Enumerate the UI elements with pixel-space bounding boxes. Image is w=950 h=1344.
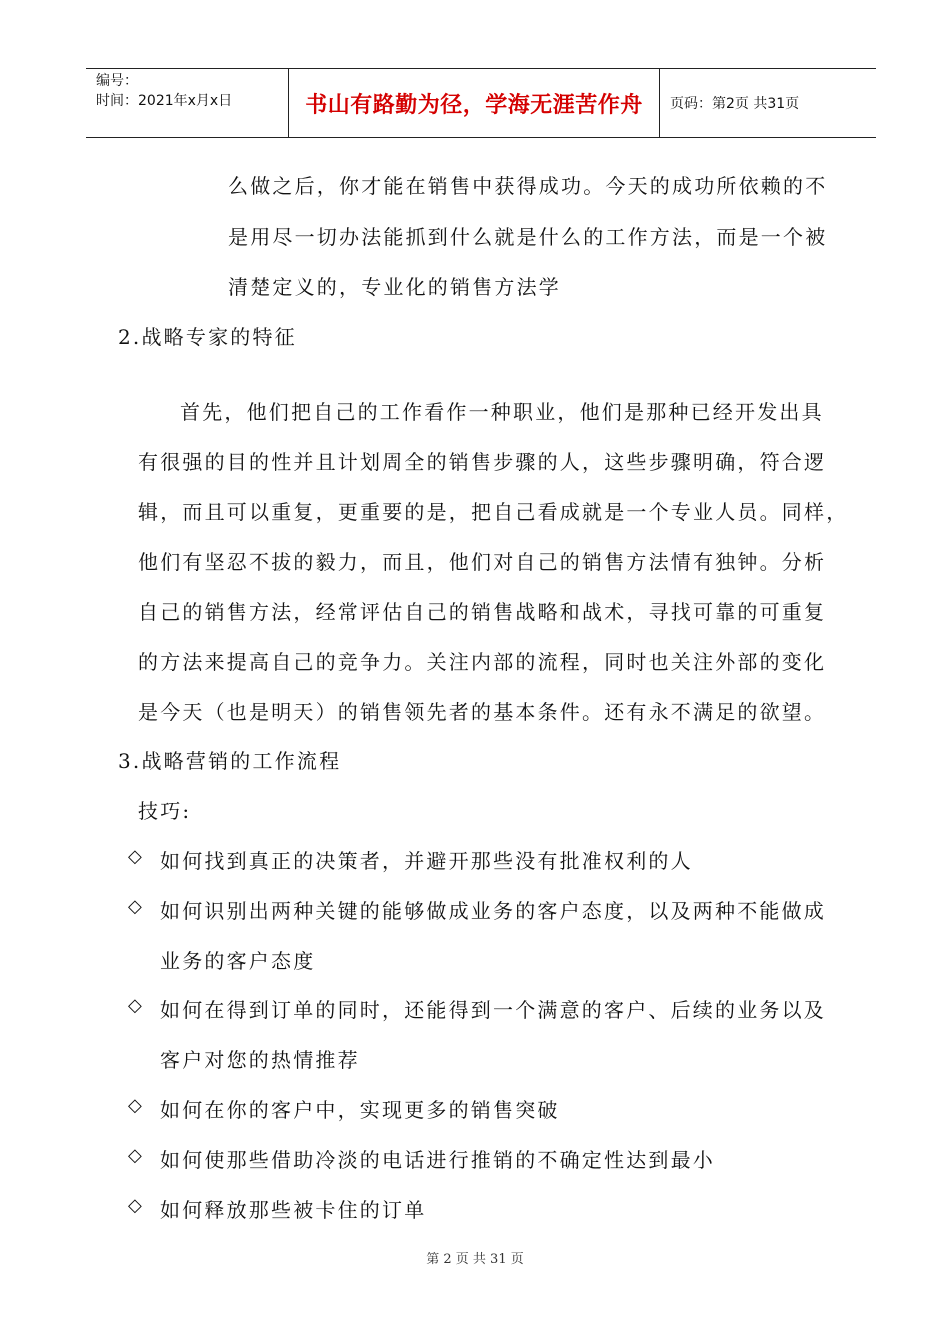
bullet-item: 如何使那些借助冷淡的电话进行推销的不确定性达到最小: [160, 1148, 715, 1172]
bullet-item-continuation: 客户对您的热情推荐: [160, 1048, 360, 1072]
header-page-info: 页码：第2页 共31页: [670, 96, 800, 112]
bullet-item: 如何释放那些被卡住的订单: [160, 1198, 427, 1222]
diamond-bullet-icon: ◇: [128, 846, 142, 867]
header-motto: 书山有路勤为径，学海无涯苦作舟: [305, 92, 643, 118]
diamond-bullet-icon: ◇: [128, 1145, 142, 1166]
diamond-bullet-icon: ◇: [128, 896, 142, 917]
diamond-bullet-icon: ◇: [128, 1195, 142, 1216]
paragraph-line: 他们有坚忍不拔的毅力，而且，他们对自己的销售方法情有独钟。分析: [138, 550, 827, 574]
paragraph-line: 么做之后，你才能在销售中获得成功。今天的成功所依赖的不: [228, 174, 828, 198]
page-footer: 第 2 页 共 31 页: [426, 1252, 524, 1267]
paragraph-line: 首先，他们把自己的工作看作一种职业，他们是那种已经开发出具: [180, 400, 824, 424]
document-number-label: 编号：: [96, 73, 138, 89]
header-meta: [86, 69, 288, 137]
diamond-bullet-icon: ◇: [128, 995, 142, 1016]
bullet-item: 如何在得到订单的同时，还能得到一个满意的客户、后续的业务以及: [160, 998, 826, 1022]
section-heading: 3.战略营销的工作流程: [118, 749, 342, 773]
bullet-item-continuation: 业务的客户态度: [160, 949, 316, 973]
bullet-item: 如何识别出两种关键的能够做成业务的客户态度，以及两种不能做成: [160, 899, 826, 923]
page-header: [86, 68, 876, 138]
subheading-tips: 技巧:: [138, 799, 192, 823]
paragraph-line: 辑，而且可以重复，更重要的是，把自己看成就是一个专业人员。同样，: [138, 500, 849, 524]
paragraph-line: 自己的销售方法，经常评估自己的销售战略和战术，寻找可靠的可重复: [138, 600, 827, 624]
paragraph-line: 的方法来提高自己的竞争力。关注内部的流程，同时也关注外部的变化: [138, 650, 827, 674]
bullet-item: 如何找到真正的决策者，并避开那些没有批准权利的人: [160, 849, 693, 873]
paragraph-line: 是用尽一切办法能抓到什么就是什么的工作方法，而是一个被: [228, 225, 828, 249]
paragraph-line: 是今天（也是明天）的销售领先者的基本条件。还有永不满足的欲望。: [138, 700, 827, 724]
diamond-bullet-icon: ◇: [128, 1095, 142, 1116]
paragraph-line: 有很强的目的性并且计划周全的销售步骤的人，这些步骤明确，符合逻: [138, 450, 827, 474]
header-motto-cell: [288, 69, 660, 137]
bullet-item: 如何在你的客户中，实现更多的销售突破: [160, 1098, 560, 1122]
section-heading: 2.战略专家的特征: [118, 325, 297, 349]
document-date: 时间：2021年x月x日: [96, 93, 233, 109]
paragraph-line: 清楚定义的，专业化的销售方法学: [228, 275, 561, 299]
